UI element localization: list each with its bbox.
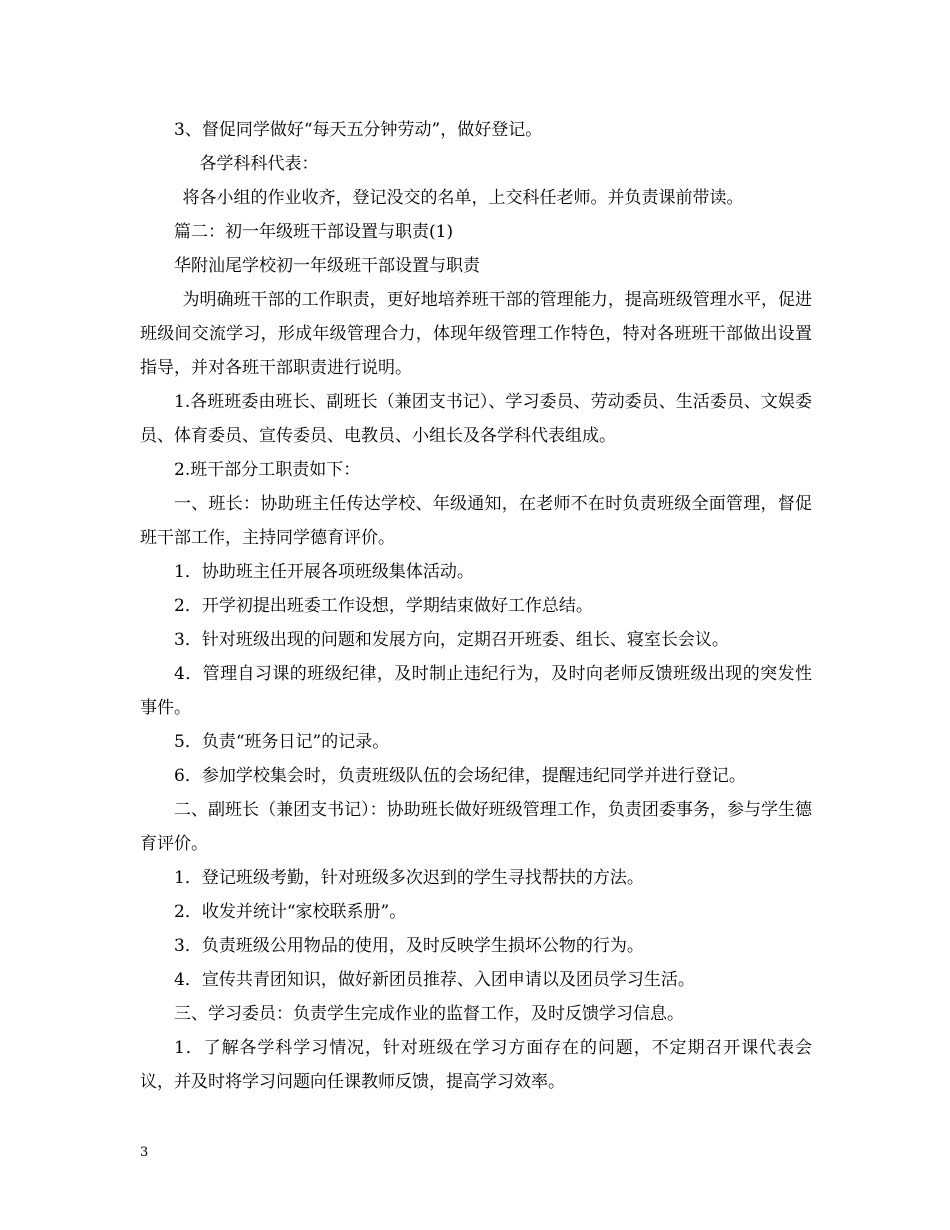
paragraph-committee-composition: 1.各班班委由班长、副班长（兼团支书记）、学习委员、劳动委员、生活委员、文娱委员、体育委员、宣传委员、电教员、小组长及各学科代表组成。 (140, 392, 812, 446)
page-number: 3 (140, 1145, 149, 1160)
section-title: 篇二：初一年级班干部设置与职责(1) (174, 222, 454, 242)
document-body (140, 113, 812, 1099)
list-item: 1．协助班主任开展各项班级集体活动。 (174, 562, 474, 582)
paragraph-subject-reps-duty: 将各小组的作业收齐，登记没交的名单，上交科任老师。并负责课前带读。 (182, 188, 744, 208)
paragraph-intro: 为明确班干部的工作职责，更好地培养班干部的管理能力，提高班级管理水平，促进班级间交流学习，形成年级管理合力，体现年级管理工作特色，特对各班班干部做出设置指导，并对各班干部职责进行说明。 (140, 290, 812, 378)
paragraph-monitor-heading: 一、班长：协助班主任传达学校、年级通知，在老师不在时负责班级全面管理，督促班干部工作，主持同学德育评价。 (140, 494, 812, 548)
list-item: 6．参加学校集会时，负责班级队伍的会场纪律，提醒违纪同学并进行登记。 (174, 766, 746, 786)
list-item: 2．收发并统计“家校联系册”。 (174, 902, 407, 922)
paragraph-duty-3: 3、督促同学做好“每天五分钟劳动”，做好登记。 (174, 120, 543, 140)
list-item: 3．负责班级公用物品的使用，及时反映学生损坏公物的行为。 (174, 936, 644, 956)
paragraph-duties-heading: 2.班干部分工职责如下： (174, 460, 361, 480)
list-item: 2．开学初提出班委工作设想，学期结束做好工作总结。 (174, 596, 593, 616)
list-item: 4．管理自习课的班级纪律，及时制止违纪行为，及时向老师反馈班级出现的突发性事件。 (140, 664, 812, 718)
paragraph-study-committee-heading: 三、学习委员：负责学生完成作业的监督工作，及时反馈学习信息。 (174, 1004, 684, 1024)
list-item: 1．了解各学科学习情况，针对班级在学习方面存在的问题，不定期召开课代表会议，并及时将学习问题向任课教师反馈，提高学习效率。 (140, 1038, 812, 1092)
paragraph-subject-reps-heading: 各学科科代表： (199, 154, 319, 174)
document-title: 华附汕尾学校初一年级班干部设置与职责 (174, 256, 480, 276)
list-item: 5．负责“班务日记”的记录。 (174, 732, 390, 752)
list-item: 3．针对班级出现的问题和发展方向，定期召开班委、组长、寝室长会议。 (174, 630, 729, 650)
paragraph-vice-monitor-heading: 二、副班长（兼团支书记）：协助班长做好班级管理工作，负责团委事务，参与学生德育评价。 (140, 800, 812, 854)
list-item: 4．宣传共青团知识，做好新团员推荐、入团申请以及团员学习生活。 (174, 970, 695, 990)
list-item: 1．登记班级考勤，针对班级多次迟到的学生寻找帮扶的方法。 (174, 868, 644, 888)
